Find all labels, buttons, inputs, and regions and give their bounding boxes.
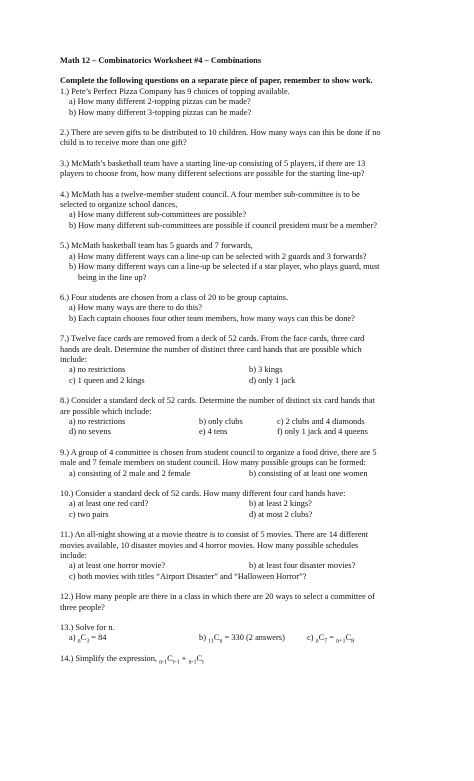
question-11-line-2: movies available, 10 disaster movies and 4 horror movies. How many possible schedules (60, 540, 359, 550)
question-7 (60, 334, 420, 386)
question-12-line-2: three people? (60, 602, 105, 612)
question-5a: a) How many different ways can a line-up can be selected with 2 guards and 3 forwards? (69, 251, 367, 261)
question-7b: b) 3 kings (249, 365, 283, 375)
question-13c-sub-n: n (315, 639, 319, 646)
question-1 (60, 76, 420, 118)
question-14-plus: + (179, 653, 189, 663)
question-14-c1: C (167, 653, 173, 663)
question-13a-sub-n: n (77, 639, 81, 646)
question-11 (60, 530, 420, 582)
question-14-sub-1: n-1 (159, 659, 168, 666)
question-7-line-2: hands are dealt. Determine the number of distinct three card hands that are possible which (60, 344, 362, 354)
question-7-line-3: include: (60, 354, 87, 364)
question-13b (199, 633, 307, 646)
question-2-line-2: child is to receive more than one gift? (60, 138, 187, 148)
question-9-line-2: male and 7 female members on student council. How many possible groups can be formed: (60, 458, 366, 468)
question-7a: a) no restrictions (69, 365, 126, 375)
question-10-stem: 10.) Consider a standard deck of 52 cards. How many different four card hands have: (60, 489, 346, 498)
question-13-row (60, 633, 420, 646)
question-6-stem: 6.) Four students are chosen from a class of 20 to be group captains. (60, 292, 289, 302)
question-13a-rest: = 84 (89, 633, 107, 643)
question-7-row-1 (60, 365, 420, 375)
question-9-row (60, 469, 420, 479)
question-5b-line-1: b) How many different ways can a line-up be selected if a star player, who plays guard, must (69, 262, 380, 272)
question-13c (307, 633, 420, 646)
question-7-row-2 (60, 376, 420, 386)
question-13b-label: b) (199, 633, 209, 643)
worksheet-title: Math 12 – Combinatorics Worksheet #4 – Combinations (60, 56, 262, 65)
question-7-line-1: 7.) Twelve face cards are removed from a deck of 52 cards. From the face cards, three card (60, 334, 365, 344)
question-3-line-2: players to choose from, how many different selections are possible for the starting line-up? (60, 169, 365, 179)
question-2-line-1: 2.) There are seven gifts to be distributed to 10 children. How many ways can this be done if no (60, 128, 381, 138)
question-13 (60, 623, 420, 644)
question-8-line-1: 8.) Consider a standard deck of 52 cards. Determine the number of distinct six card hands that (60, 396, 375, 406)
question-9 (60, 448, 420, 479)
question-10-row-1 (60, 499, 420, 509)
question-6 (60, 293, 420, 324)
question-13a-c: C (80, 633, 87, 643)
question-8-row-1 (60, 417, 420, 427)
question-4 (60, 190, 420, 232)
worksheet-content (60, 56, 420, 674)
instructions: Complete the following questions on a separate piece of paper, remember to show work. (60, 76, 373, 86)
question-8d: d) no sevens (69, 427, 111, 437)
question-13b-c: C (213, 633, 220, 643)
question-12-line-1: 12.) How many people are there in a class in which there are 20 ways to select a committee of (60, 592, 375, 602)
question-7d: d) only 1 jack (249, 375, 296, 385)
question-8a: a) no restrictions (69, 416, 126, 426)
question-9-line-1: 9.) A group of 4 committee is chosen from student council to organize a food drive, there are 5 (60, 447, 377, 457)
question-11-line-1: 11.) An all-night showing at a movie theatre is to consist of 5 movies. There are 14 different (60, 530, 369, 540)
question-10 (60, 489, 420, 520)
question-11-row (60, 561, 420, 571)
question-10-row-2 (60, 510, 420, 520)
question-14-sub-4: r (202, 659, 205, 666)
question-10d: d) at most 2 clubs? (249, 509, 313, 519)
question-5b-line-2: being in the line up? (78, 272, 147, 282)
question-9b: b) consisting of at least one women (249, 468, 368, 478)
question-12 (60, 592, 420, 613)
question-1b: b) How many different 3-topping pizzas can be made? (69, 107, 252, 117)
question-3-line-1: 3.) McMath’s basketball team have a starting line-up consisting of 5 players, if there are 13 (60, 158, 366, 168)
question-10a: a) at least one red card? (69, 499, 149, 509)
question-4b: b) How many different sub-committees are possible if council president must be a member? (69, 220, 378, 230)
question-13b-sub-n: 11 (208, 639, 214, 646)
question-4-line-2: selected to organize school dances, (60, 200, 178, 210)
question-14 (60, 654, 420, 664)
question-4-line-1: 4.) McMath has a twelve-member student council. A four member sub-committee is to be (60, 189, 360, 199)
question-8-row-2 (60, 427, 420, 437)
question-13b-sub-r: n (219, 639, 223, 646)
question-3 (60, 159, 420, 180)
question-13a (60, 633, 199, 646)
question-11b: b) at least four disaster movies? (249, 561, 356, 571)
question-8e: e) 4 tens (199, 427, 228, 437)
question-8b: b) only clubs (199, 416, 243, 426)
question-6a: a) How many ways are there to do this? (69, 303, 203, 313)
question-5 (60, 241, 420, 283)
question-2 (60, 128, 420, 149)
question-8c: c) 2 clubs and 4 diamonds (277, 416, 365, 426)
question-4a: a) How many different sub-committees are possible? (69, 210, 247, 220)
question-13c-c2: C (345, 633, 352, 643)
question-11c: c) both movies with titles “Airport Disaster” and “Halloween Horror”? (69, 571, 307, 581)
question-13a-sub-r: 3 (86, 639, 90, 646)
question-6b: b) Each captain chooses four other team members, how many ways can this be done? (69, 313, 355, 323)
question-13c-sub-n2: n+1 (336, 639, 346, 646)
question-13c-sub-r: 7 (324, 639, 328, 646)
question-7c: c) 1 queen and 2 kings (69, 375, 145, 385)
question-10c: c) two pairs (69, 509, 109, 519)
question-13c-c: C (318, 633, 325, 643)
question-13-stem: 13.) Solve for n. (60, 623, 115, 633)
question-13a-label: a) (69, 633, 78, 643)
question-1a: a) How many different 2-topping pizzas can be made? (69, 97, 251, 107)
question-1-stem: 1.) Pete’s Perfect Pizza Company has 9 choices of topping available. (60, 86, 290, 96)
question-5-stem: 5.) McMath basketball team has 5 guards and 7 forwards, (60, 241, 253, 251)
question-8-line-2: are possible which include: (60, 406, 152, 416)
question-13c-eq: = (327, 633, 337, 643)
question-13c-label: c) (307, 633, 316, 643)
question-13b-rest: = 330 (2 answers) (222, 633, 285, 643)
question-10b: b) at least 2 kings? (249, 499, 312, 509)
question-8f: f) only 1 jack and 4 queens (277, 427, 368, 437)
question-14-c2: C (196, 653, 203, 663)
question-9a: a) consisting of 2 male and 2 female (69, 468, 191, 478)
question-13c-sub-r2: 8 (351, 639, 355, 646)
question-11a: a) at least one horror movie? (69, 561, 166, 571)
question-8 (60, 396, 420, 438)
question-11-line-3: include: (60, 551, 87, 561)
question-14-label: 14.) Simplify the expression, (60, 653, 160, 663)
question-14-sub-3: n-1 (188, 659, 197, 666)
question-14-sub-2: r-1 (172, 659, 180, 666)
